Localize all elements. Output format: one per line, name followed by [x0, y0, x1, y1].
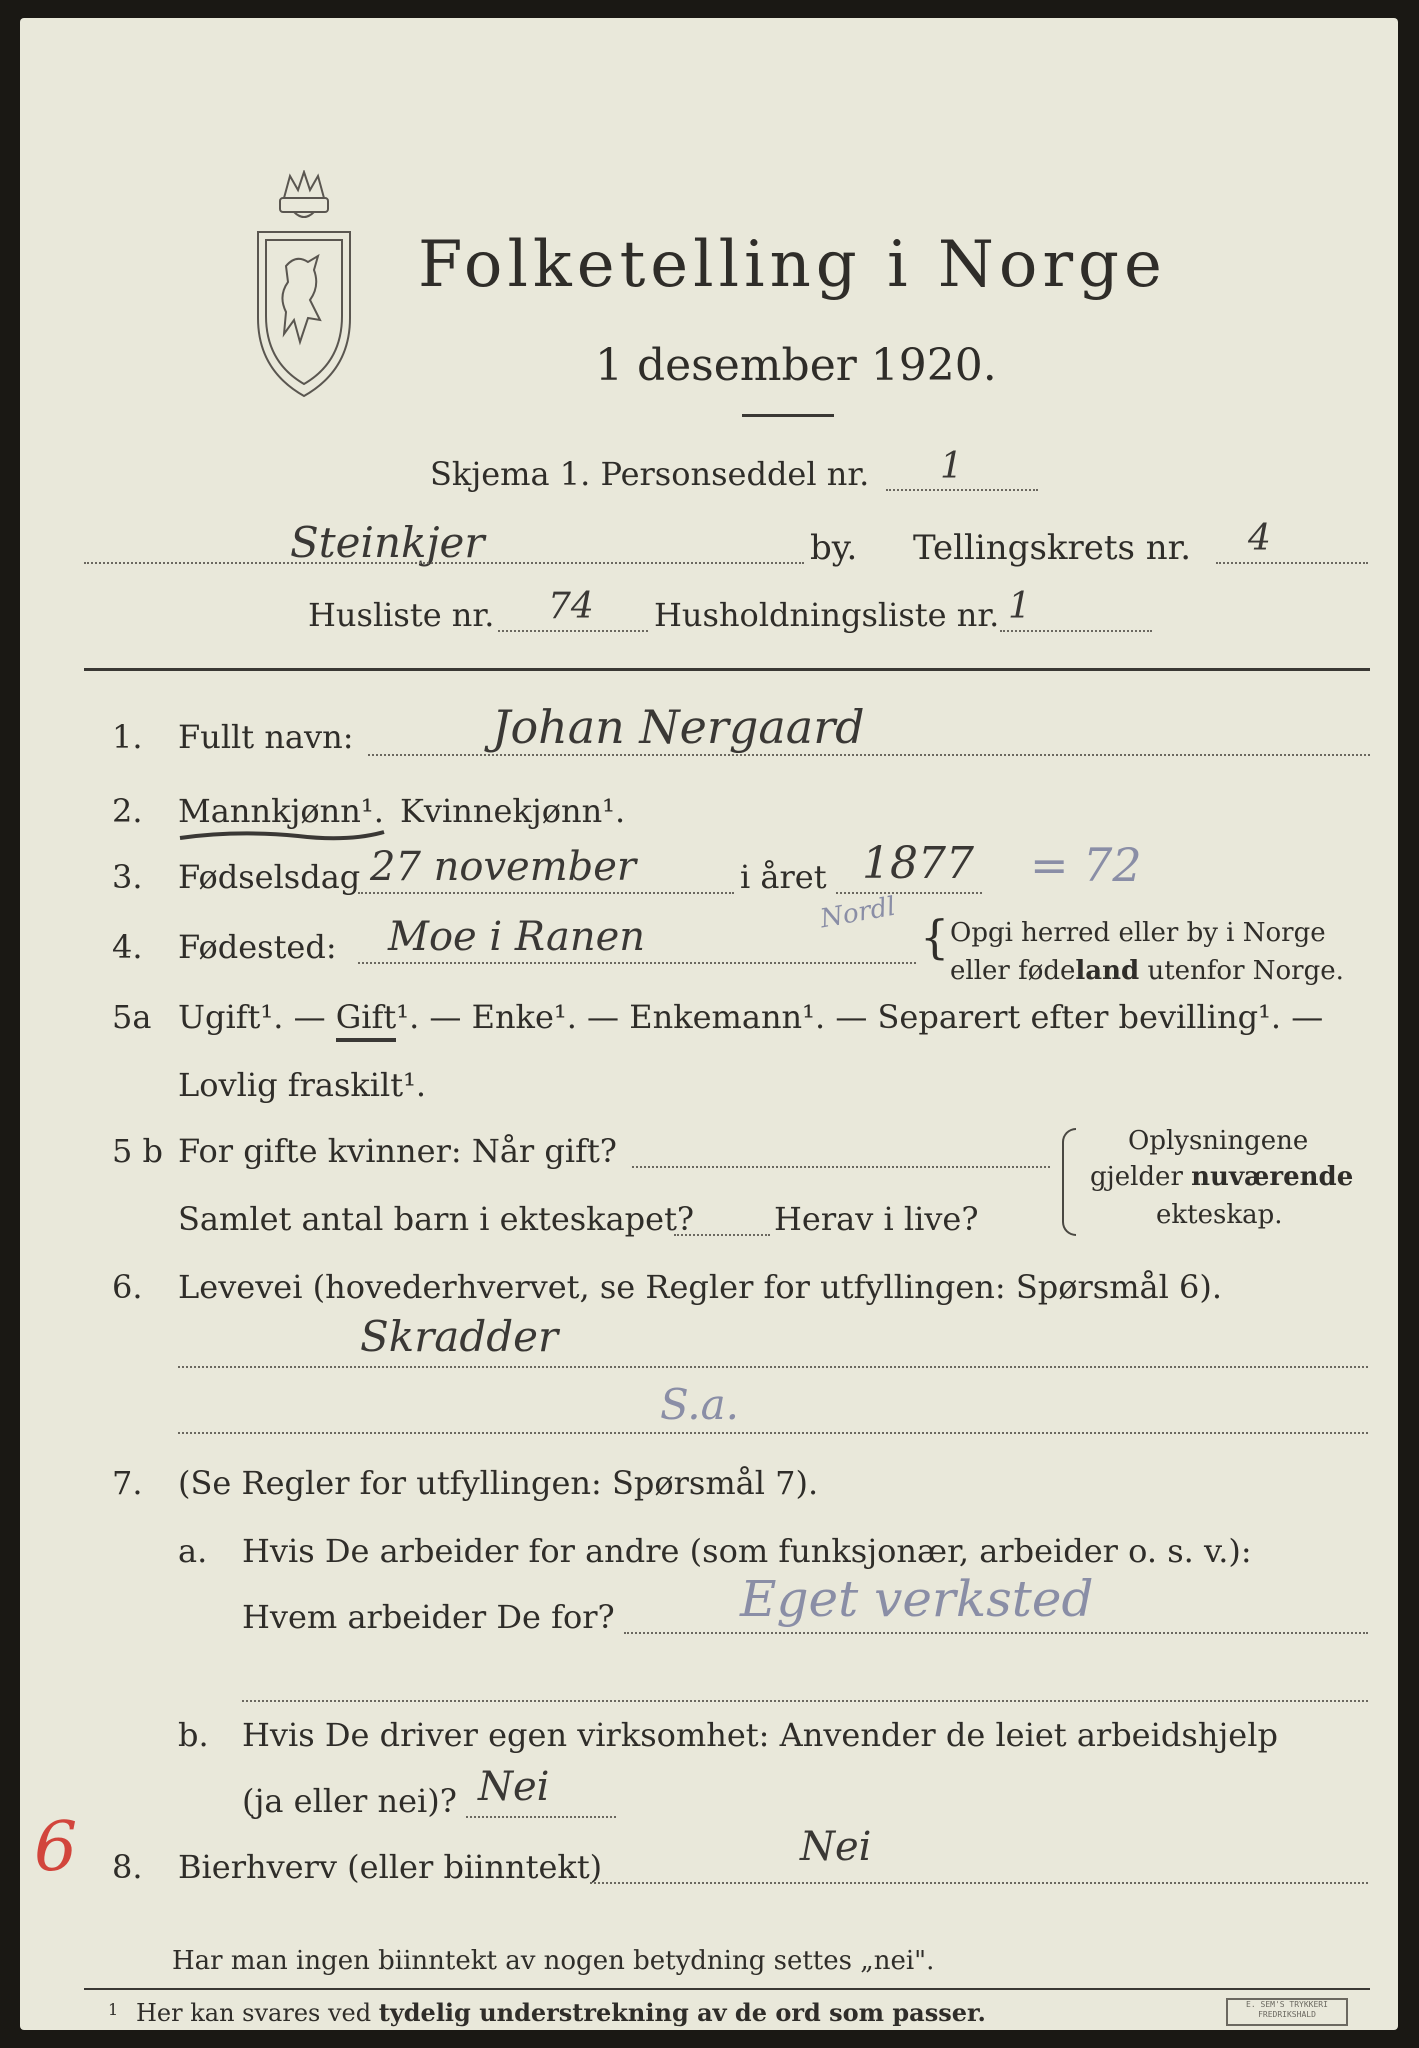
tellingskrets-dotline [1216, 562, 1368, 564]
skjema-value: 1 [940, 446, 963, 487]
q4-pencil-note: Nordl [817, 891, 898, 935]
q5b-hint-line3: ekteskap. [1156, 1200, 1283, 1230]
nei-note: Har man ingen biinntekt av nogen betydning settes „nei". [172, 1946, 935, 1976]
q1-value: Johan Nergaard [492, 700, 865, 754]
header-divider [84, 668, 1370, 671]
q3-year-dotline [836, 892, 982, 894]
city-dotline [84, 562, 804, 564]
q1-dotline [368, 754, 1370, 756]
q5a-options-line2: Lovlig fraskilt¹. [178, 1066, 427, 1104]
husholdning-label: Husholdningsliste nr. [654, 596, 1000, 634]
husliste-label: Husliste nr. [308, 596, 495, 634]
q2-female-option: Kvinnekjønn¹. [400, 792, 626, 830]
q5b-hint-line2: gjelder nuværende [1090, 1162, 1354, 1192]
q3-year-value: 1877 [862, 838, 974, 889]
q6-label: Levevei (hovederhvervet, se Regler for utfyllingen: Spørsmål 6). [178, 1268, 1223, 1306]
q7b-letter: b. [178, 1716, 209, 1754]
title-divider [742, 414, 834, 417]
q4-hint-line1: Opgi herred eller by i Norge [950, 918, 1326, 948]
form-date: 1 desember 1920. [595, 340, 997, 391]
q8-dotline [590, 1882, 1368, 1884]
q6-pencil-note: S.a. [660, 1380, 740, 1429]
census-form-page [20, 18, 1398, 2030]
footnote-number: 1 [108, 2000, 119, 2019]
q7b-text: Hvis De driver egen virksomhet: Anvender de leiet arbeidshjelp [242, 1716, 1278, 1754]
q4-dotline [358, 962, 916, 964]
by-label: by. [810, 528, 858, 568]
q5b-married-label: For gifte kvinner: Når gift? [178, 1132, 617, 1170]
q4-value: Moe i Ranen [388, 914, 646, 960]
skjema-dotline [886, 489, 1038, 491]
q4-number: 4. [112, 928, 143, 966]
q7a-dotline-1 [624, 1632, 1368, 1634]
printer-stamp: E. SEM'S TRYKKERI FREDRIKSHALD [1226, 1998, 1348, 2026]
q5b-children-label: Samlet antal barn i ekteskapet? [178, 1200, 695, 1238]
q8-number: 8. [112, 1848, 143, 1886]
q4-hint-brace: { [920, 910, 950, 964]
husholdning-value: 1 [1008, 586, 1031, 627]
q8-red-mark: 6 [34, 1808, 78, 1887]
q6-dotline-2 [178, 1432, 1368, 1434]
form-title: Folketelling i Norge [418, 228, 1167, 302]
q7a-text: Hvis De arbeider for andre (som funksjonær, arbeider o. s. v.): [242, 1532, 1252, 1570]
q5b-number: 5 b [112, 1132, 164, 1170]
q6-number: 6. [112, 1268, 143, 1306]
skjema-label: Skjema 1. Personseddel nr. [430, 455, 870, 493]
q5b-alive-label: Herav i live? [774, 1200, 979, 1238]
q3-pencil-note: = 72 [1030, 838, 1142, 892]
q4-label: Fødested: [178, 928, 337, 966]
q8-label: Bierhverv (eller biinntekt) [178, 1848, 603, 1886]
q5a-number: 5a [112, 998, 152, 1036]
q7b-dotline [466, 1816, 616, 1818]
q7-number: 7. [112, 1464, 143, 1502]
q5b-married-dotline [632, 1166, 1050, 1168]
q5b-children-dotline [674, 1234, 770, 1236]
city-value: Steinkjer [290, 518, 485, 567]
q7b-question: (ja eller nei)? [242, 1782, 457, 1820]
q3-number: 3. [112, 858, 143, 896]
q3-day-value: 27 november [370, 844, 637, 890]
q8-value: Nei [800, 1824, 872, 1870]
q7-label: (Se Regler for utfyllingen: Spørsmål 7). [178, 1464, 819, 1502]
husliste-dotline [498, 630, 648, 632]
q4-hint-line2: eller fødeland utenfor Norge. [950, 956, 1344, 986]
coat-of-arms-icon [248, 170, 360, 400]
q5b-hint-line1: Oplysningene [1128, 1126, 1309, 1156]
q6-dotline-1 [178, 1366, 1368, 1368]
q2-number: 2. [112, 792, 143, 830]
q7b-value: Nei [478, 1764, 550, 1810]
q7a-pencil-value: Eget verksted [740, 1570, 1094, 1628]
q5a-options: Ugift¹. — Gift¹. — Enke¹. — Enkemann¹. — Separert efter bevilling¹. — [178, 998, 1323, 1036]
husholdning-dotline [1000, 630, 1152, 632]
q7a-dotline-2 [242, 1700, 1368, 1702]
q1-label: Fullt navn: [178, 718, 354, 756]
q3-label: Fødselsdag [178, 858, 361, 896]
tellingskrets-label: Tellingskrets nr. [913, 528, 1192, 568]
footer-divider [84, 1988, 1370, 1990]
husliste-value: 74 [548, 586, 594, 627]
q2-underline-mark [178, 826, 388, 846]
q3-year-label: i året [740, 858, 827, 896]
q6-value: Skradder [360, 1312, 559, 1361]
tellingskrets-value: 4 [1248, 518, 1271, 559]
q7a-question: Hvem arbeider De for? [242, 1598, 615, 1636]
q1-number: 1. [112, 718, 143, 756]
footnote-text: Her kan svares ved tydelig understrekning av de ord som passer. [136, 1998, 986, 2027]
q2-male-option: Mannkjønn¹. [178, 792, 384, 830]
q5a-gift-option: Gift [336, 998, 397, 1042]
q7a-letter: a. [178, 1532, 208, 1570]
q5b-hint-brace [1062, 1128, 1076, 1236]
q3-day-dotline [358, 892, 734, 894]
